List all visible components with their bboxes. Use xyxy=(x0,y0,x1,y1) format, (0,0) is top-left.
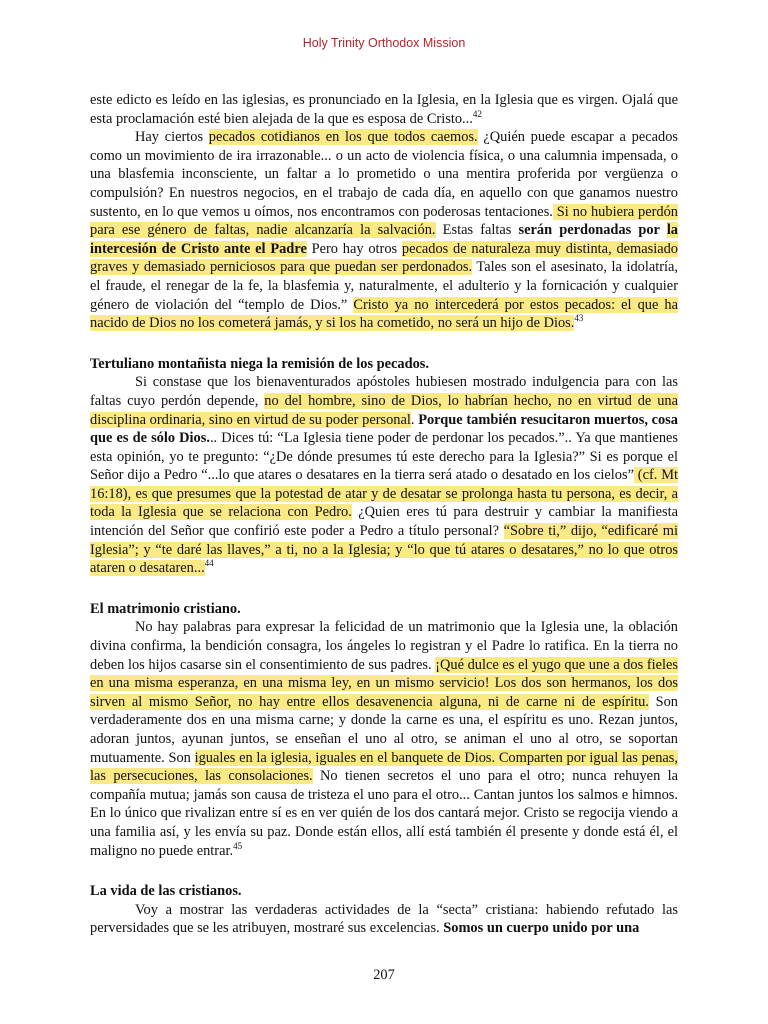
text-span: Estas faltas xyxy=(435,222,519,239)
highlight-bold: la intercesión de Cristo ante el Padre xyxy=(90,222,679,257)
page-number: 207 xyxy=(373,967,395,983)
paragraph-daily-sins xyxy=(90,128,678,333)
text-span: ¿Quien eres tú para destruir y cambiar la manifiesta intención del Señor que confirió este poder a Pedro a título personal? xyxy=(90,504,678,540)
paragraph-edict xyxy=(90,91,678,128)
paragraph-matrimonio xyxy=(90,618,678,860)
text-span: No hay palabras para expresar la felicidad de un matrimonio que la Iglesia une, la oblación divina confirma, la bendición consagra, los ángeles lo registran y el Padre lo ratifica. En la tierra no deben los hijos casarse sin el consentimiento de sus padres. xyxy=(90,619,678,673)
text-span: ¿Quién puede escapar a pecados como un movimiento de ira irrazonable... o un acto de violencia física, o una calumnia impensada, o una blasfemia inconsciente, un faltar a lo prometido o una mentira proferida por vergüenza o compulsión? En nuestros negocios, en el trabajo de cada día, en aquello con que ganamos nuestro sustento, en lo que vemos u oímos, nos encontramos con poderosas tentaciones. xyxy=(90,129,679,220)
bold-text: Somos un cuerpo unido por una xyxy=(443,920,640,937)
highlight: ¡Qué dulce es el yugo que une a dos fieles en una misma esperanza, en una misma ley, en un mismo servicio! Los dos son hermanos, los dos sirven al mismo Señor, no hay entre ellos desavenencia alguna, ni de carne ni de espíritu. xyxy=(90,656,679,710)
text-span: Son verdaderamente dos en una misma carne; y donde la carne es una, el espíritu es uno. Rezan juntos, adoran juntos, ayunan juntos, se enseñan el uno al otro, se animan el uno al otro, se soportan mutuamente. Son xyxy=(90,693,678,766)
text-span: Tales son el asesinato, la idolatría, el fraude, el renegar de la fe, la blasfemia y, naturalmente, el adulterio y la fornicación y cualquier género de violación del “templo de Dios.” xyxy=(90,259,679,313)
highlight: “Sobre ti,” dijo, “edificaré mi Iglesia”; y “te daré las llaves,” a ti, no a la Iglesia; y “lo que tú atares o desatares,” no lo que otros ataren o desataren... xyxy=(90,523,678,577)
highlight: (cf. Mt 16:18), es que presumes que la potestad de atar y de desatar se prolonga hasta tu persona, es decir, a toda la Iglesia que se relaciona con Pedro. xyxy=(90,467,679,521)
paragraph-vida xyxy=(90,901,678,938)
text-span: No tienen secretos el uno para el otro; nunca rehuyen la compañía mutua; jamás son causa de tristeza el uno para el otro... Cantan juntos los salmos e himnos. En lo único que rivalizan entre sí es en ver quién de los dos cantará mejor. Cristo se regocija viendo a una familia así, y les envía su paz. Donde están ellos, allí está también él presente y donde está él, el maligno no puede entrar. xyxy=(90,768,678,859)
bold-text: Porque también resucitaron muertos, cosa que es de sólo Dios. xyxy=(90,411,678,447)
highlight: no del hombre, sino de Dios, lo habrían hecho, no en virtud de una disciplina ordinaria, sino en virtud de su poder personal xyxy=(90,392,678,428)
text-span: Pero hay otros xyxy=(306,240,402,257)
highlight: pecados cotidianos en los que todos caemos. xyxy=(208,129,478,146)
text-span: Si constase que los bienaventurados apóstoles hubiesen mostrado indulgencia para con las faltas cuyo perdón depende, xyxy=(90,374,678,409)
footnote-ref-43[interactable]: 43 xyxy=(574,313,584,324)
highlight: Si no hubiera perdón para ese género de faltas, nadie alcanzaría la salvación. xyxy=(90,203,678,239)
text-span: .. Dices tú: “La Iglesia tiene poder de perdonar los pecados.”.. Ya que mantienes esta opinión, yo te pregunto: “¿De dónde presumes tú este derecho para la Iglesia?” Si es porque el Señor dijo a Pedro “...lo que atares o desatares en la tierra será atado o desatado en los cielos” xyxy=(90,430,679,484)
highlight: pecados de naturaleza muy distinta, demasiado graves y demasiado perniciosos para que puedan ser perdonados. xyxy=(90,240,678,276)
section-heading-matrimonio: El matrimonio cristiano. xyxy=(90,600,241,617)
bold-text: serán perdonadas por xyxy=(518,222,667,239)
footnote-ref-45[interactable]: 45 xyxy=(233,840,243,851)
text-span: . xyxy=(410,411,419,428)
text-span: este edicto es leído en las iglesias, es pronunciado en la Iglesia, en la Iglesia que es virgen. Ojalá que esta proclamación esté bien alejada de la que es esposa de Cristo... xyxy=(90,92,678,127)
paragraph-tertuliano xyxy=(90,373,678,578)
section-heading-vida: La vida de las cristianos. xyxy=(90,883,242,900)
footnote-ref-42[interactable]: 42 xyxy=(472,108,482,119)
running-header: Holy Trinity Orthodox Mission xyxy=(302,36,466,50)
text-span: Hay ciertos xyxy=(135,129,209,146)
text-span: Voy a mostrar las verdaderas actividades de la “secta” cristiana: habiendo refutado las perversidades que se les atribuyen, mostraré sus excelencias. xyxy=(90,901,678,937)
highlight: Cristo ya no intercederá por estos pecados: el que ha nacido de Dios no los cometerá jamás, y si los ha cometido, no será un hijo de Dios. xyxy=(90,296,678,332)
highlight: iguales en la iglesia, iguales en el banquete de Dios. Comparten por igual las penas, las persecuciones, las consolaciones. xyxy=(90,749,678,785)
footnote-ref-44[interactable]: 44 xyxy=(204,558,214,569)
document-body xyxy=(90,91,678,938)
section-heading-tertuliano: Tertuliano montañista niega la remisión de los pecados. xyxy=(90,355,430,372)
